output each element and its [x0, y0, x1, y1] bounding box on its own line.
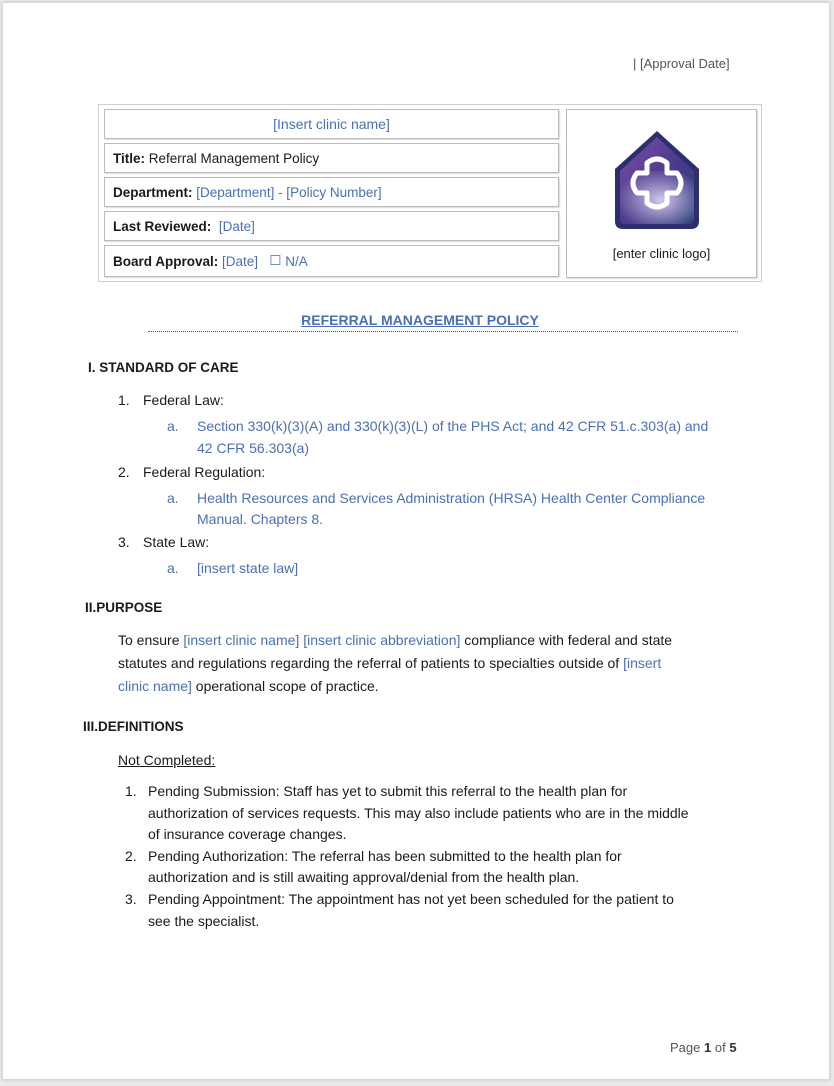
- approval-date-header: | [Approval Date]: [633, 56, 730, 71]
- title-label: Title:: [113, 150, 146, 166]
- list-number: 2.: [125, 848, 137, 864]
- purpose-line-3: [118, 677, 379, 695]
- definition-line: Pending Submission: Staff has yet to submit this referral to the health plan for: [148, 783, 628, 799]
- board-approval-row: [104, 245, 559, 277]
- definition-line: authorization and is still awaiting approval/denial from the health plan.: [148, 869, 580, 885]
- clinic-name-abbrev-field[interactable]: [insert clinic name] [insert clinic abbreviation]: [183, 632, 461, 648]
- purpose-line-1: [118, 631, 672, 649]
- clinic-name-field[interactable]: [Insert clinic name]: [273, 116, 390, 132]
- last-reviewed-field[interactable]: [Date]: [218, 218, 255, 234]
- not-completed-subheading: Not Completed:: [118, 752, 216, 768]
- purpose-text: operational scope of practice.: [191, 678, 379, 694]
- section-standard-of-care-heading: I. STANDARD OF CARE: [88, 360, 239, 375]
- sub-list-letter: a.: [167, 490, 179, 506]
- document-page: [2, 2, 830, 1080]
- definition-line: of insurance coverage changes.: [148, 826, 347, 842]
- na-checkbox[interactable]: ☐: [269, 253, 282, 268]
- logo-caption: [enter clinic logo]: [612, 246, 711, 261]
- list-number: 1.: [118, 392, 130, 408]
- board-approval-label: Board Approval:: [113, 253, 219, 269]
- department-row: [104, 177, 559, 207]
- federal-regulation-line-2: Manual. Chapters 8.: [197, 511, 324, 527]
- list-number: 1.: [125, 783, 137, 799]
- list-item-label: State Law:: [143, 534, 210, 550]
- logo-cell: [566, 109, 757, 278]
- last-reviewed-row: [104, 211, 559, 241]
- clinic-name-field-start[interactable]: [insert: [623, 655, 662, 671]
- na-label: N/A: [285, 253, 308, 269]
- last-reviewed-label: Last Reviewed:: [113, 218, 212, 234]
- title-row: [104, 143, 559, 173]
- clinic-name-row: [104, 109, 559, 139]
- page-label: Page: [670, 1040, 701, 1055]
- list-item-label: Federal Regulation:: [143, 464, 266, 480]
- of-label: of: [714, 1040, 726, 1055]
- sub-list-letter: a.: [167, 418, 179, 434]
- clinic-name-field-end[interactable]: clinic name]: [118, 678, 192, 694]
- title-divider: [148, 331, 738, 332]
- purpose-text: statutes and regulations regarding the referral of patients to specialties outside of: [118, 655, 624, 671]
- definition-line: Pending Appointment: The appointment has not yet been scheduled for the patient to: [148, 891, 674, 907]
- board-approval-date-field[interactable]: [Date]: [222, 253, 259, 269]
- page-total: 5: [729, 1040, 737, 1055]
- policy-info-table: [98, 104, 762, 282]
- list-item-label: Federal Law:: [143, 392, 224, 408]
- page-current: 1: [704, 1040, 712, 1055]
- department-field[interactable]: [Department] - [Policy Number]: [196, 184, 382, 200]
- sub-list-letter: a.: [167, 560, 179, 576]
- section-definitions-heading: III.DEFINITIONS: [83, 719, 184, 734]
- document-title: REFERRAL MANAGEMENT POLICY: [301, 312, 539, 328]
- clinic-logo-placeholder-icon[interactable]: [609, 125, 705, 237]
- list-number: 3.: [118, 534, 130, 550]
- purpose-text: To ensure: [118, 632, 184, 648]
- title-value[interactable]: Referral Management Policy: [148, 150, 320, 166]
- federal-regulation-line-1: Health Resources and Services Administration (HRSA) Health Center Compliance: [197, 490, 706, 506]
- page-number: [670, 1040, 737, 1055]
- purpose-line-2: [118, 654, 661, 672]
- department-label: Department:: [113, 184, 193, 200]
- list-number: 2.: [118, 464, 130, 480]
- federal-law-citation-line-1: Section 330(k)(3)(A) and 330(k)(3)(L) of the PHS Act; and 42 CFR 51.c.303(a) and: [197, 418, 709, 434]
- list-number: 3.: [125, 891, 137, 907]
- federal-law-citation-line-2: 42 CFR 56.303(a): [197, 440, 310, 456]
- section-purpose-heading: II.PURPOSE: [85, 600, 163, 615]
- definition-line: authorization of services requests. This may also include patients who are in the middle: [148, 805, 689, 821]
- purpose-text: compliance with federal and state: [460, 632, 673, 648]
- definition-line: Pending Authorization: The referral has been submitted to the health plan for: [148, 848, 622, 864]
- definition-line: see the specialist.: [148, 913, 260, 929]
- state-law-field[interactable]: [insert state law]: [197, 560, 299, 576]
